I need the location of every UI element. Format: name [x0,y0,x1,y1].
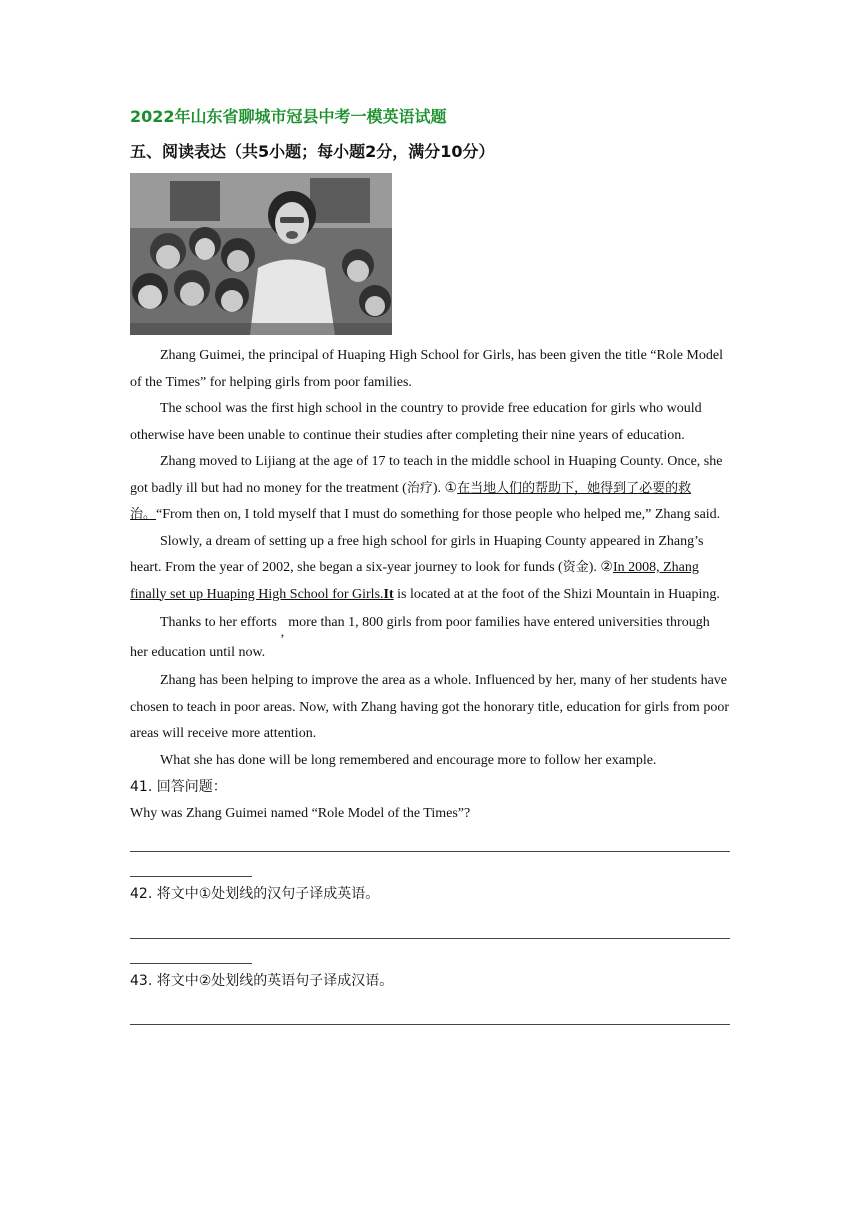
underlined-it: It [383,586,394,602]
answer-line-41[interactable] [130,827,730,852]
answer-line-43[interactable] [130,994,730,1025]
paragraph-1: Zhang Guimei, the principal of Huaping High School for Girls, has been given the title “Role Model of the Times” for helping girls from poor families. [130,348,723,390]
paragraph-7: What she has done will be long remembered and encourage more to follow her example. [160,752,657,768]
question-42-label: 42. 将文中①处划线的汉句子译成英语。 [130,886,380,902]
passage [130,343,730,1025]
paragraph-3: Zhang moved to Lijiang at the age of 17 to teach in the middle school in Huaping County. Once, she got badly ill but had no money for the treatment (治疗). ①在当地人们的帮助下，她得到了必要的救治。“From then on, I told myself that I must do something for those people who helped me,” Zhang said. [130,454,723,522]
question-41-text: Why was Zhang Guimei named “Role Model of the Times”? [130,805,471,821]
gloss-treatment: 治疗 [406,480,433,496]
underlined-sentence-2: In 2008, Zhang finally set up Huaping High School for Girls. [130,560,699,602]
paragraph-6: Zhang has been helping to improve the area as a whole. Influenced by her, many of her students have chosen to teach in poor areas. Now, with Zhang having got the honorary title, education for girls from poor areas will receive more attention. [130,673,729,741]
gloss-funds: 资金 [562,560,589,575]
paragraph-5: Thanks to her efforts,more than 1, 800 girls from poor families have entered universities through her education until now. [130,615,710,660]
exam-title: 2022年山东省聊城市冠县中考一模英语试题 [130,107,447,126]
section-heading: 五、阅读表达（共5小题；每小题2分，满分10分） [130,142,495,161]
answer-line-42[interactable] [130,908,730,939]
paragraph-2: The school was the first high school in the country to provide free education for girls who would otherwise have been unable to continue their studies after completing their nine years of education. [130,401,702,443]
photo-illustration [130,173,392,335]
answer-line-42-cont[interactable] [130,939,252,964]
paragraph-4: Slowly, a dream of setting up a free high school for girls in Huaping County appeared in Zhang’s heart. From the year of 2002, she began a six-year journey to look for funds (资金). ②In 2008, Zhang finally set up Huaping High School for Girls.It is located at at the foot of the Shizi Mountain in Huaping. [130,533,720,602]
answer-line-41-cont[interactable] [130,852,252,877]
question-41-label: 41. 回答问题： [130,779,227,795]
passage-photo [130,173,392,335]
underlined-sentence-1: 在当地人们的帮助下，她得到了必要的救治。 [130,480,692,522]
question-43-label: 43. 将文中②处划线的英语句子译成汉语。 [130,972,394,989]
